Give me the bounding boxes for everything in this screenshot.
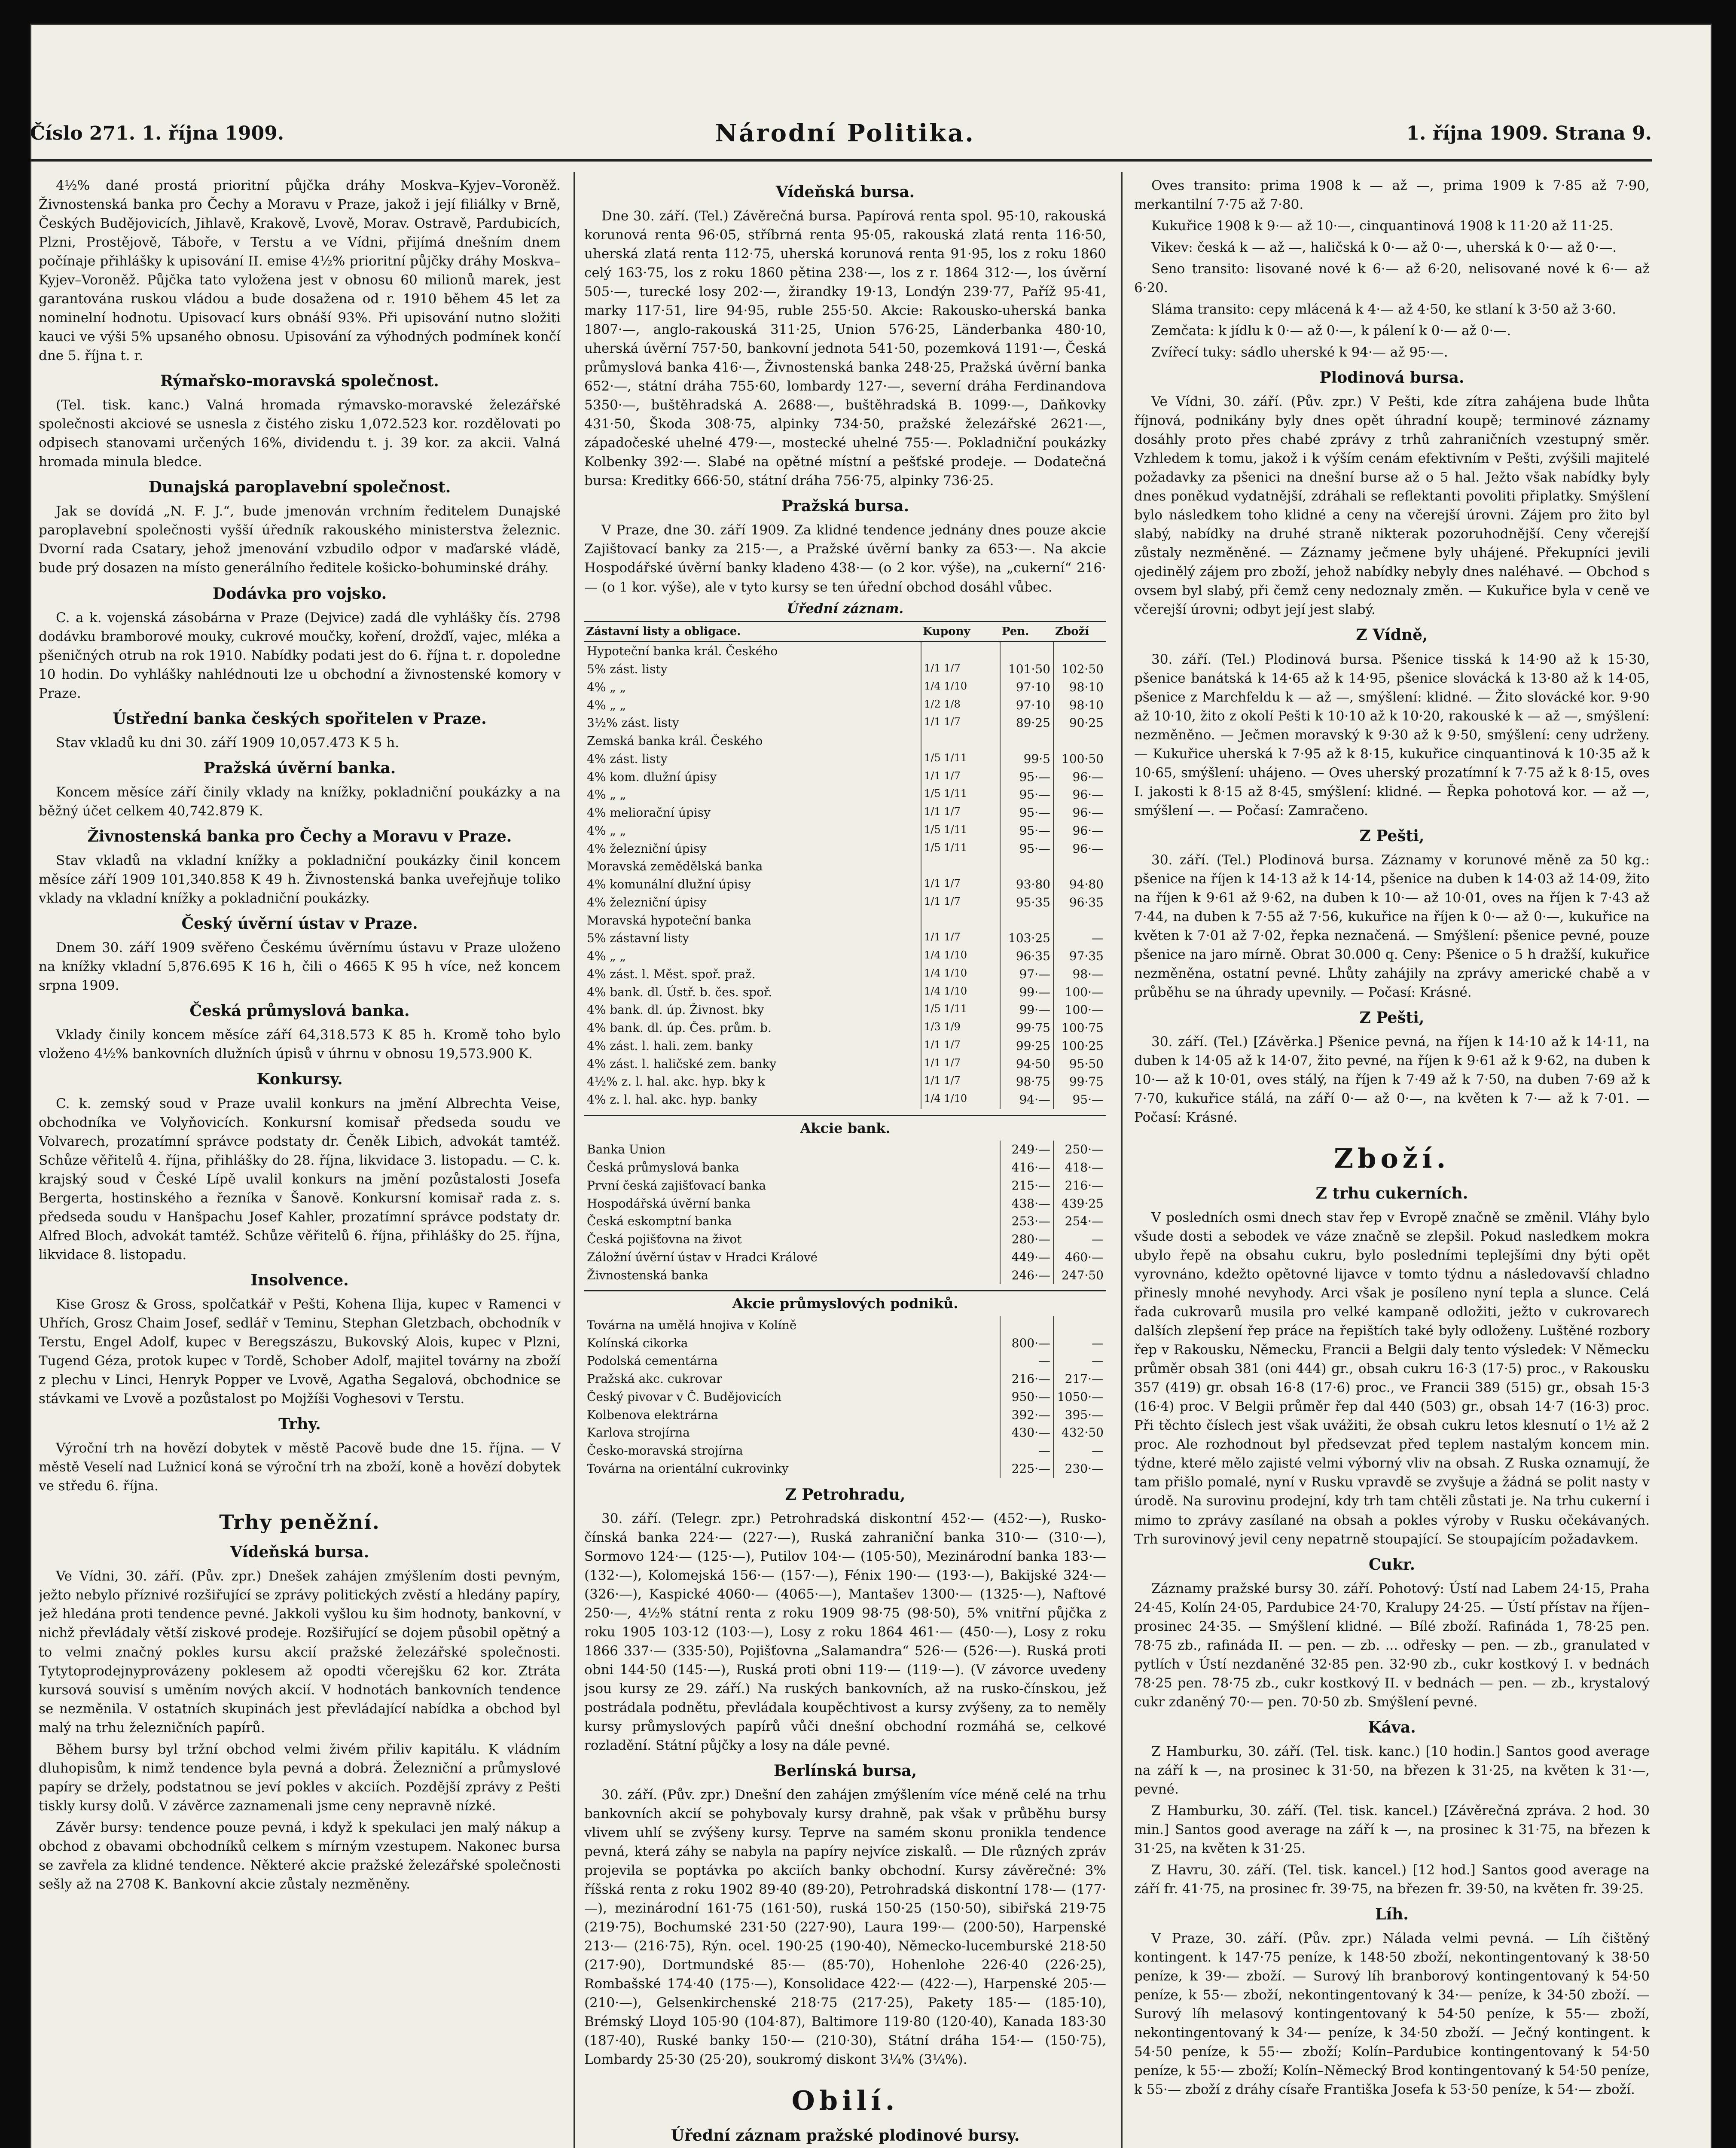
article-text: 30. září. (Tel.) [Závěrka.] Pšenice pevná, na říjen k 14·10 až k 14·11, na duben k 14·05 až k 14·07, žito pevné, na říjen k 9·61 až k 9·62, na duben k 10·— až k 10·01, oves stálý, na říjen k 7·49 až k 7·50, na duben 7·69 až k 7·70, kukuřice stálá, na září 0·— až 0·—, na květen k 7·— až k 7·01. — Počasí: Krásné. xyxy=(1134,1034,1650,1126)
table-cell: 96·35 xyxy=(1000,947,1053,965)
table-cell: Česká pojišťovna na život xyxy=(587,1232,742,1247)
table-cell: 102·50 xyxy=(1053,660,1106,678)
table-cell: Hypoteční banka král. Českého xyxy=(587,644,778,659)
article-heading: Vídeňská bursa. xyxy=(230,1543,369,1562)
table-row xyxy=(584,678,1106,696)
table-header: Zboží xyxy=(1053,621,1106,642)
article-heading: Z Pešti, xyxy=(1359,1008,1425,1027)
table-cell: 95·50 xyxy=(1053,1055,1106,1073)
table-cell: 800·— xyxy=(1000,1334,1053,1352)
article-text: (Tel. tisk. kanc.) Valná hromada rýmavsko-moravské železářské společnosti akciové se usnesla z čistého zisku 1,072.523 kor. rozdělovati po odpisech stanovami určených 16%, dividendu t. j. 39 kor. za akcii. Valná hromada minula bledce. xyxy=(39,397,561,470)
table-cell xyxy=(921,912,1000,930)
table-cell: — xyxy=(1053,1230,1106,1248)
table-cell: 101·50 xyxy=(1000,660,1053,678)
table-cell: 4% železniční úpisy xyxy=(587,895,707,909)
table-row xyxy=(584,1037,1106,1055)
table-cell: Továrna na orientální cukrovinky xyxy=(587,1461,789,1476)
table-cell: 98·10 xyxy=(1053,678,1106,696)
table-row xyxy=(584,1159,1106,1177)
table-cell: 1/4 1/10 xyxy=(921,678,1000,696)
table-header: Zástavní listy a obligace. xyxy=(584,621,921,642)
table-cell: 1/5 1/11 xyxy=(921,1001,1000,1019)
article-text: Závěr bursy: tendence pouze pevná, i když k spekulaci jen malý nákup a obchod z obavami obchodníků celkem s mírným vzestupem. Nakonec bursa se zavřela za klidné tendence. Některé akcie pražské železářské společnosti sešly až na 2708 K. Bankovní akcie zůstaly nezměněny. xyxy=(39,1819,561,1892)
table-cell: 98·— xyxy=(1053,965,1106,983)
table-cell: 418·— xyxy=(1053,1159,1106,1177)
page-header xyxy=(30,107,1652,162)
table-cell: 1/2 1/8 xyxy=(921,696,1000,714)
table-row xyxy=(584,929,1106,947)
table-cell: 95·— xyxy=(1000,840,1053,858)
article-heading: Dunajská paroplavební společnost. xyxy=(148,478,451,497)
table-cell: 100·50 xyxy=(1053,750,1106,768)
table-cell: 103·25 xyxy=(1000,929,1053,947)
table-cell: 4% bank. dl. Ústř. b. čes. spoř. xyxy=(587,985,772,999)
table-cell: Živnostenská banka xyxy=(587,1268,708,1282)
column-3 xyxy=(1134,176,1650,2148)
table-cell: Záložní úvěrní ústav v Hradci Králové xyxy=(587,1250,818,1264)
table-cell: 416·— xyxy=(1000,1159,1053,1177)
article-text: Výroční trh na hovězí dobytek v městě Pacově bude dne 15. října. — V městě Veselí nad Lužnicí koná se výroční trh na zboží, koně a hovězí dobytek ve středu 6. října. xyxy=(39,1440,561,1494)
table-row xyxy=(584,1091,1106,1109)
article-heading: Insolvence. xyxy=(250,1271,349,1289)
table-row xyxy=(584,1406,1106,1424)
article-heading: Cukr. xyxy=(1369,1555,1415,1574)
table-row xyxy=(584,1073,1106,1091)
table-cell: 215·— xyxy=(1000,1177,1053,1195)
table-row xyxy=(584,1177,1106,1195)
article-text: V Praze, dne 30. září 1909. Za klidné tendence jednány dnes pouze akcie Zajištovací banky za 215·—, a Pražské úvěrní banky za 653·—. Na akcie Hospodářské úvěrní banky kladeno 438·— (o 2 kor. výše), na „cukerní“ 216·— (o 1 kor. výše), ale v tyto kursy se ten úřední obchod dosáhl vůbec. xyxy=(584,522,1106,595)
table-cell: 99·75 xyxy=(1053,1073,1106,1091)
table-cell: 95·— xyxy=(1000,768,1053,786)
bank-shares-table xyxy=(584,1141,1106,1284)
table-cell: 1/1 1/7 xyxy=(921,876,1000,894)
table-cell: 230·— xyxy=(1053,1460,1106,1478)
table-cell: 100·75 xyxy=(1053,1019,1106,1037)
article-text: Z Hamburku, 30. září. (Tel. tisk. kanc.) [10 hodin.] Santos good average na září k —, na prosinec k 31·50, na březen k 31·25, na květen k 31·—, pevné. xyxy=(1134,1743,1650,1797)
table-cell xyxy=(1053,857,1106,876)
table-cell: 4% železniční úpisy xyxy=(587,841,707,856)
article-text: Z Hamburku, 30. září. (Tel. tisk. kancel.) [Závěrečná zpráva. 2 hod. 30 min.] Santos good average na září k —, na prosinec k 31·75, na březen k 31·25, na květen k 31·25. xyxy=(1134,1803,1650,1856)
table-cell: — xyxy=(1000,1352,1053,1370)
table-cell: — xyxy=(1053,1334,1106,1352)
table-cell: 97·— xyxy=(1000,965,1053,983)
article-text: Vklady činily koncem měsíce září 64,318.573 K 85 h. Kromě toho bylo vloženo 4½% bankovních dlužních úpisů v úhrnu v obnosu 19,573.900 K. xyxy=(39,1027,561,1062)
table-cell: 5% zástavní listy xyxy=(587,931,690,946)
table-cell: 95·— xyxy=(1000,786,1053,804)
article-heading: Berlínská bursa, xyxy=(773,1761,917,1780)
table-cell: 4% „ „ xyxy=(587,680,626,694)
table-row xyxy=(584,1442,1106,1460)
table-header: Kupony xyxy=(921,621,1000,642)
table-cell: 1/4 1/10 xyxy=(921,965,1000,983)
section-heading: Trhy peněžní. xyxy=(219,1510,380,1534)
table-cell: Pražská akc. cukrovar xyxy=(587,1372,722,1386)
table-cell: 950·— xyxy=(1000,1388,1053,1406)
table-cell: 432·50 xyxy=(1053,1424,1106,1442)
table-row xyxy=(584,1460,1106,1478)
table-cell xyxy=(1000,1316,1053,1334)
article-text: Stav vkladů ku dni 30. září 1909 10,057.473 K 5 h. xyxy=(56,735,400,751)
table-row xyxy=(584,894,1106,912)
article-heading: Živnostenská banka pro Čechy a Moravu v Praze. xyxy=(87,827,512,845)
table-row xyxy=(584,1195,1106,1213)
table-cell: 1/4 1/10 xyxy=(921,983,1000,1001)
table-cell: 1/5 1/11 xyxy=(921,786,1000,804)
table-cell: 246·— xyxy=(1000,1266,1053,1285)
table-cell: 1/5 1/11 xyxy=(921,750,1000,768)
table-row xyxy=(584,786,1106,804)
article-text: Během bursy byl tržní obchod velmi živém přiliv kapitálu. K vládním dluhopisům, k nimž tendence byla pevná a dobrá. Železniční a průmyslové papíry se držely, podstatnou se jeví pokles v akciích. Pozdější zprávy z Pešti tiskly kursy dolů. V závěrce zaznamenali jsme ceny nepravně nízké. xyxy=(39,1741,561,1814)
table-cell: 99·— xyxy=(1000,1001,1053,1019)
table-cell: První česká zajišťovací banka xyxy=(587,1178,766,1193)
article-text: Jak se dovídá „N. F. J.“, bude jmenován vrchním ředitelem Dunajské paroplavební společnosti vyšší úředník rakouského ministerstva železnic. Dvorní rada Csatary, jehož jmenování vzbudilo odpor v maďarské vládě, bude prý dosazen na místo generálního ředitele košicko-bohuminské dráhy. xyxy=(39,503,561,576)
table-row xyxy=(584,804,1106,822)
table-cell xyxy=(1053,732,1106,750)
table-cell: Banka Union xyxy=(587,1142,666,1157)
table-row xyxy=(584,768,1106,786)
table-row xyxy=(584,1266,1106,1285)
table-cell: 1/1 1/7 xyxy=(921,894,1000,912)
table-cell: 4% komunální dlužní úpisy xyxy=(587,877,751,892)
table-cell: 1/1 1/7 xyxy=(921,660,1000,678)
table-cell: Továrna na umělá hnojiva v Kolíně xyxy=(587,1318,797,1332)
table-header: Pen. xyxy=(1000,621,1053,642)
article-text: 30. září. (Tel.) Plodinová bursa. Pšenice tisská k 14·90 až k 15·30, pšenice banátská k 14·65 až k 14·95, pšenice slovácká k 13·80 až k 14·05, pšenice z Marchfeldu k — až —, smýšlení: klidné. — Žito slovácké kor. 9·90 až 10·10, žito z okolí Pešti k 10·10 až k 10·20, rakouské k — až —, smýšlení: nezměněno. — Ječmen moravský k 9·30 až k 9·50, smýšlení: ceny udrženy. — Kukuřice uherská k 7·95 až k 8·15, kukuřice cinquantinová k 10·35 až k 10·65, smýšlení: uhájeno. — Oves uherský prozatímní k 7·75 až k 8·15, oves I. jakosti k 8·15 až 8·45, smýšlení: klidné. — Řepka pohotová kor. — až —, smýšlení —. — Počasí: Zamračeno. xyxy=(1134,651,1650,818)
page-number-right: 1. října 1909. Strana 9. xyxy=(1406,122,1652,144)
table-cell xyxy=(1053,1316,1106,1334)
article-text: Ve Vídni, 30. září. (Pův. zpr.) Dnešek zahájen zmýšlením dosti pevným, ježto nebylo příznivé rozšiřující se zprávy politických zvěstí a hledány papíry, jež hledána proti tendence pevné. Jakkoli vyšlou ku šim hodnoty, bankovní, v nichž převládaly větší ziskové prodeje. Rozšiřující se dojem působil opětný a to velmi značný pokles kursu akcií pražské železářské společnosti. Tytytoprodejnyprovázeny poklesem až opodti včerejšku 62 kor. Ztráta kursová souvisí s uměním nových akcií. V hodnotách bankovních tendence se nezměnila. V ostatních skupinách jest převládající nabídka a obchod byl malý na trhu železničních papírů. xyxy=(39,1568,561,1736)
table-row xyxy=(584,983,1106,1001)
table-cell: Česká eskomptní banka xyxy=(587,1214,732,1229)
table-cell: 97·10 xyxy=(1000,696,1053,714)
article-text: Z Havru, 30. září. (Tel. tisk. kancel.) [12 hod.] Santos good average na září fr. 41·75, na prosinec fr. 39·75, na březen fr. 39·50, na květen fr. 39·25. xyxy=(1134,1862,1650,1897)
table-cell: 98·10 xyxy=(1053,696,1106,714)
table-cell: 4% zást. l. haličské zem. banky xyxy=(587,1056,777,1071)
article-text: Záznamy pražské bursy 30. září. Pohotový: Ústí nad Labem 24·15, Praha 24·45, Kolín 24·05, Pardubice 24·70, Kralupy 24·25. — Ústí přístav na říjen–prosinec 24·35. — Smýšlení klidné. — Bílé zboží. Rafináda 1, 78·25 pen. 78·75 zb., rafináda II. — pen. — zb. ... odřesky — pen. — zb., granulated v pytlích v Ústí nezdaněné 32·85 pen. 32·90 zb., cukr kostkový I. v bednách 78·25 pen. 78·75 zb., cukr kostkový II. v bednách — pen. — zb., krystalový cukr zdaněný 70·— pen. 70·50 zb. Smýšlení pevné. xyxy=(1134,1580,1650,1710)
table-row xyxy=(584,965,1106,983)
article-heading: Ústřední banka českých spořitelen v Praze. xyxy=(113,709,487,728)
table-cell: 99·5 xyxy=(1000,750,1053,768)
article-heading: Konkursy. xyxy=(256,1070,343,1089)
table-cell: Hospodářská úvěrní banka xyxy=(587,1196,751,1211)
table-cell: Česká průmyslová banka xyxy=(587,1160,739,1175)
table-cell: Moravská zemědělská banka xyxy=(587,859,763,874)
table-row xyxy=(584,1316,1106,1334)
table-cell: — xyxy=(1053,929,1106,947)
table-row xyxy=(584,947,1106,965)
table-cell: 1/1 1/7 xyxy=(921,929,1000,947)
table-cell: 97·35 xyxy=(1053,947,1106,965)
table-cell: 100·— xyxy=(1053,983,1106,1001)
article-text: Vikev: česká k — až —, haličská k 0·— až 0·—, uherská k 0·— až 0·—. xyxy=(1151,240,1617,256)
table-cell: 99·— xyxy=(1000,983,1053,1001)
article-text: Zvířecí tuky: sádlo uherské k 94·— až 95·—. xyxy=(1151,345,1448,360)
table-row xyxy=(584,840,1106,858)
masthead-title: Národní Politika. xyxy=(715,119,975,147)
table-cell: Zemská banka král. Českého xyxy=(587,734,763,748)
article-heading: Z trhu cukerních. xyxy=(1315,1184,1468,1203)
table-cell: 3½% zást. listy xyxy=(587,716,679,730)
table-cell: 1/4 1/10 xyxy=(921,947,1000,965)
article-text: Kise Grosz & Gross, spolčatkář v Pešti, Kohena Ilija, kupec v Ramenci v Uhřích, Grosz Chaim Josef, sedlář v Teminu, Stephan Gletzbach, obchodník v Terstu, Engel Adolf, kupec v Beregszászu, Bukovský Alois, kupec v Plzni, Tugend Géza, protok kupec v Tordě, Schober Adolf, majitel továrny na zboží z plechu v Linci, Henryk Popper ve Lvově, Agatha Segalová, obchodnice se stávkami ve Lvově a pozůstalost po Mojžíši Voghesovi v Terstu. xyxy=(39,1296,561,1407)
table-cell: 98·75 xyxy=(1000,1073,1053,1091)
table-cell: 5% zást. listy xyxy=(587,662,668,677)
table-row xyxy=(584,1141,1106,1159)
table-cell: Karlova strojírna xyxy=(587,1425,690,1440)
article-text: 30. září. (Telegr. zpr.) Petrohradská diskontní 452·— (452·—), Rusko-čínská banka 224·— (227·—), Ruská zahraniční banka 310·— (310·—), Sormovo 124·— (125·—), Putilov 104·— (105·50), Mezinárodní banka 183·— (132·—), Kolomejská 156·— (157·—), Fénix 190·— (193·—), Bakijské 324·— (326·—), Kaspické 4060·— (4065·—), Mantašev 1300·— (1325·—), Naftové 250·—, 4½% státní renta z roku 1909 98·75 (98·50), 5% vnitřní půjčka z roku 1905 103·12 (103·—), Losy z roku 1864 461·— (450·—), Losy z roku 1866 337·— (335·50), Pojišťovna „Salamandra“ 526·— (526·—). Ruská proti obni 144·50 (145·—), Ruská proti obni 119·— (119·—). (V závorce uvedeny jsou kursy ze 29. září.) Na ruských bankovních, až na rusko-čínskou, jež postrádala podnětu, převládala koupěchtivost a kursy zvýšeny, za to neměly kursy průmyslových papírů vůči dnešní obchodní rozmáhá se, celkové rozladění. Státní půjčky a losy na dále pevné. xyxy=(584,1510,1106,1753)
table-cell: Moravská hypoteční banka xyxy=(587,913,751,928)
table-row xyxy=(584,696,1106,714)
article-text: 30. září. (Pův. zpr.) Dnešní den zahájen zmýšlením více méně celé na trhu bankovních akcií se pohybovaly kursy drahně, pak však v průběhu bursy vlivem uhlí se zvýšeny kursy. Teprve na samém skonu pronikla tendence pevná, která záhy se nabyla na papíry nejvíce ziskalů. — Dle různých zpráv projevila se poptávka po akciích banky obchodní. Kursy závěrečné: 3% říšská renta z roku 1902 89·40 (89·20), Petrohradská diskontní 178·— (177·—), mezinárodní 161·75 (161·50), ruská 150·25 (150·50), sibiřská 219·75 (219·75), Bochumské 231·50 (227·90), Laura 199·— (200·50), Harpenské 213·— (216·75), Rýn. ocel. 190·25 (190·40), Německo-lucemburské 218·50 (217·90), Dortmundské 85·— (85·70), Hohenlohe 226·40 (226·25), Rombašské 174·40 (175·—), Konsolidace 422·— (422·—), Harpenské 205·— (210·—), Gelsenkirchenské 218·75 (217·25), Pakety 185·— (185·10), Brémský Lloyd 105·90 (104·87), Baltimore 119·80 (120·40), Kanada 183·30 (187·40), Ruské banky 150·— (210·30), Státní dráha 154·— (150·75), Lombardy 25·30 (25·20), soukromý diskont 3¼% (3¼%). xyxy=(584,1787,1106,2068)
article-heading: Pražská bursa. xyxy=(781,497,909,516)
table-row xyxy=(584,1230,1106,1248)
table-row xyxy=(584,1370,1106,1388)
article-heading: Vídeňská bursa. xyxy=(775,183,915,201)
table-cell: 1/1 1/7 xyxy=(921,768,1000,786)
table-cell: 4% „ „ xyxy=(587,787,626,802)
table-row xyxy=(584,750,1106,768)
table-cell: 1/1 1/7 xyxy=(921,1073,1000,1091)
table-cell: 438·— xyxy=(1000,1195,1053,1213)
article-heading: Rýmařsko-moravská společnost. xyxy=(160,372,439,391)
section-heading: Zboží. xyxy=(1333,1143,1450,1175)
article-text: 4½% dané prostá prioritní půjčka dráhy Moskva–Kyjev–Voroněž. Živnostenská banka pro Čechy a Moravu v Praze, jakož i její filiálky v Brně, Českých Budějovicích, Jihlavě, Krakově, Lvově, Morav. Ostravě, Pardubicích, Plzni, Prostějově, Táboře, v Terstu a ve Vídni, přijímá dnešním dnem počínaje přihlášky k upisování II. emise 4½% prioritní půjčky dráhy Moskva–Kyjev–Voroněž. Půjčka tato vyložena jest v obnosu 60 milionů marek, jest garantována ruskou vládou a bude dosažena od r. 1910 během 45 let za nominelní hodnotu. Upisovací kurs obnáší 93%. Při upisování nutno složiti kauci ve výši 5% upsaného obnosu. Upisování za výhodných podmínek končí dne 5. října t. r. xyxy=(39,178,561,364)
article-heading: Líh. xyxy=(1375,1905,1409,1923)
article-text: 30. září. (Tel.) Plodinová bursa. Záznamy v korunové měně za 50 kg.: pšenice na říjen k 14·13 až k 14·14, pšenice na duben k 14·03 až 14·09, žito na říjen k 9·61 až 9·62, na duben k 10·— až 10·01, oves na říjen k 7·43 až 7·44, na duben k 7·55 až 7·56, kukuřice na říjen k 0·— až 0·—, kukuřice na květen k 7·01 až 7·02, řepka neznačená. — Smýšlení: pšenice pevné, pouze pšenice na jaro mírně. Obrat 30.000 q. Ceny: Pšenice o 5 h dražší, kukuřice nezměněna, ostatní pevné. Lhůty zahájily na zprávy americké chabě a v průběhu se na úhrady upevnily. — Počasí: Krásné. xyxy=(1134,852,1650,1000)
table-cell: 1/3 1/9 xyxy=(921,1019,1000,1037)
table-cell: 1/1 1/7 xyxy=(921,804,1000,822)
table-cell: 1/1 1/7 xyxy=(921,714,1000,732)
table-cell: 1/5 1/11 xyxy=(921,822,1000,840)
table-cell: 4% kom. dlužní úpisy xyxy=(587,769,717,784)
table-cell: 90·25 xyxy=(1053,714,1106,732)
table-cell: 94·50 xyxy=(1000,1055,1053,1073)
table-cell xyxy=(1053,642,1106,660)
article-heading: Z Pešti, xyxy=(1359,827,1425,845)
table-cell: 95·35 xyxy=(1000,894,1053,912)
table-cell: 249·— xyxy=(1000,1141,1053,1159)
article-heading: Z Petrohradu, xyxy=(785,1485,906,1504)
table-cell: 460·— xyxy=(1053,1248,1106,1266)
article-text: Seno transito: lisované nové k 6·— až 6·20, nelisované nové k 6·— až 6·20. xyxy=(1134,261,1650,296)
table-cell: 4% zást. l. Měst. spoř. praž. xyxy=(587,967,756,981)
table-row xyxy=(584,714,1106,732)
bond-table xyxy=(584,621,1106,1109)
article-heading: Dodávka pro vojsko. xyxy=(212,584,387,603)
table-cell: 439·25 xyxy=(1053,1195,1106,1213)
table-cell: Kolínská cikorka xyxy=(587,1336,688,1350)
issue-date-left: Číslo 271. 1. října 1909. xyxy=(30,122,284,144)
article-text: Ve Vídni, 30. září. (Pův. zpr.) V Pešti, kde zítra zahájena bude lhůta říjnová, podnikány byly dnes opět úhradní koupě; terminové záznamy dosáhly proto přes chabé zprávy z trhů zahraničních vzestupný směr. Vzhledem k tomu, jakož i k výším cenám efektivním v Pešti, zvýšili majitelé požadavky za pšenici na dnešní burse až o 5 hal. Ježto však nabídky byly dnes poněkud vydatnější, zdráhali se reflektanti povoliti připlatky. Smýšlení bylo následkem toho klidné a ceny na včerejší úrovni. Zájem pro žito byl slabý, nabídky na druhé straně nikterak pozoruhodnější. Ceny včerejší zůstaly nezměněné. — Záznamy ječmene byly uhájené. Překupníci jevili ojedinělý zájem pro zboží, jehož nabídky nebyly dnes naléhavé. — Obchod s ovsem byl slabý, při čemž ceny nedoznaly změn. — Kukuřice byla v ceně ve včerejší úrovni; odbyt její jest slabý. xyxy=(1134,394,1650,618)
article-heading: Úřední záznam pražské plodinové bursy. xyxy=(671,2127,1020,2145)
table-cell: 4% bank. dl. úp. Živnost. bky xyxy=(587,1003,764,1017)
table-cell: 93·80 xyxy=(1000,876,1053,894)
table-cell: 4% bank. dl. úp. Čes. prům. b. xyxy=(587,1021,772,1035)
table-cell: 250·— xyxy=(1053,1141,1106,1159)
table-row xyxy=(584,1248,1106,1266)
article-text: V posledních osmi dnech stav řep v Evropě značně se změnil. Vláhy bylo všude dosti a sebodek ve váze značně se zlepšil. Pokud nasledkem mokra ubylo řepě na obsahu cukru, bylo posledními teplejšími dny býti opět vyrovnáno, kdežto opětovné lijavce v tomto týdnu a následovavší chladno přinesly mnohé nevyhody. Arci však je posíleno nyní tepla a slunce. Celá řada cukrovarů musila pro velké kampaně odložiti, ježto v cukrovarech dalších zlepšení řep práce na řepištích také byly odloženy. Luštěné rozbory řep v Rakousku, Německu, Francii a Belgii daly tento výsledek: V Německu průměr obsah 381 (oni 444) gr., obsah cukru 16·3 (17·5) proc., v Rakousku 357 (419) gr. obsah 16·8 (17·6) proc., ve Francii 389 (515) gr., obsah 15·3 (16·4) proc. V Belgii průměr řep dal 440 (503) gr., obsah 14·7 (16·3) proc. Při těchto číslech jest však uvážiti, že obsah cukru letos klesnutí o 1½ až 2 proc. Ale rozhodnout byl předsevzat před teplem nastalým koncem min. týdne, které mělo zajisté velmi výborný vliv na obsah. Z Ruska oznamují, že tam přišlo pomalé, nyní v Rusku vpravdě se zvyšuje a žádná se polit nasty v úrodě. Na surovinu prodejní, kdy trh tam chtěli zůstati je. Na trhu cukerní i mimo to zprávy zasílané na obsah a pokles výroby v Rusku očekávaných. Trh surovinový jevil ceny nepatrně stoupající. Se stoupajícím požadavkem. xyxy=(1134,1210,1650,1547)
table-cell: 225·— xyxy=(1000,1460,1053,1478)
table-section-title: Akcie průmyslových podniků. xyxy=(584,1290,1106,1313)
table-row xyxy=(584,912,1106,930)
table-cell: 100·25 xyxy=(1053,1037,1106,1055)
article-text: Dnem 30. září 1909 svěřeno Českému úvěrnímu ústavu v Praze uloženo na knížky vkladní 5,876.695 K 16 h, čili o 4665 K 95 h více, než koncem srpna 1909. xyxy=(39,940,561,994)
table-row xyxy=(584,857,1106,876)
table-row xyxy=(584,732,1106,750)
article-heading: Česká průmyslová banka. xyxy=(189,1002,410,1020)
table-cell: 96·— xyxy=(1053,786,1106,804)
column-2 xyxy=(584,176,1106,2148)
table-cell: 449·— xyxy=(1000,1248,1053,1266)
table-cell: 99·25 xyxy=(1000,1037,1053,1055)
industrial-shares-table xyxy=(584,1316,1106,1478)
table-cell: 1/4 1/10 xyxy=(921,1091,1000,1109)
table-row xyxy=(584,642,1106,660)
article-subheading: Úřední záznam. xyxy=(787,601,904,616)
article-text: Kukuřice 1908 k 9·— až 10·—, cinquantinová 1908 k 11·20 až 11·25. xyxy=(1151,218,1614,234)
table-row xyxy=(584,1388,1106,1406)
article-text: Sláma transito: cepy mlácená k 4·— až 4·50, ke stlaní k 3·50 až 3·60. xyxy=(1151,302,1617,317)
article-heading: Z Vídně, xyxy=(1356,626,1428,644)
table-cell: 89·25 xyxy=(1000,714,1053,732)
table-cell: 430·— xyxy=(1000,1424,1053,1442)
table-cell: 4% „ „ xyxy=(587,823,626,838)
article-heading: Trhy. xyxy=(278,1415,321,1433)
table-cell: 99·75 xyxy=(1000,1019,1053,1037)
table-cell: Česko-moravská strojírna xyxy=(587,1443,743,1458)
table-cell: 4% meliorační úpisy xyxy=(587,806,711,820)
table-cell xyxy=(1000,912,1053,930)
table-cell: 95·— xyxy=(1000,804,1053,822)
table-cell: 4% zást. listy xyxy=(587,751,668,766)
table-cell: 4% z. l. hal. akc. hyp. banky xyxy=(587,1092,757,1107)
article-text: Stav vkladů na vkladní knížky a pokladniční poukázky činil koncem měsíce září 1909 101,340.858 K 49 h. Živnostenská banka uveřejňuje toliko vklady na vkladní knížky a pokladniční poukázky. xyxy=(39,853,561,906)
table-cell: 1050·— xyxy=(1053,1388,1106,1406)
table-row xyxy=(584,876,1106,894)
table-cell: 395·— xyxy=(1053,1406,1106,1424)
article-heading: Pražská úvěrní banka. xyxy=(203,759,396,777)
table-cell: 95·— xyxy=(1000,822,1053,840)
table-cell: 280·— xyxy=(1000,1230,1053,1248)
table-cell xyxy=(1053,912,1106,930)
article-text: C. a k. vojenská zásobárna v Praze (Dejvice) zadá dle vyhlášky čís. 2798 dodávku bramborové mouky, cukrové moučky, koření, drožďí, vajec, mléka a pšeničných otrub na rok 1910. Nabídky podati jest do 6. října t. r. dopoledne 10 hodin. Do vyhlášky nahlédnouti lze u obchodní a živnostenské komory v Praze. xyxy=(39,610,561,701)
column-divider xyxy=(574,172,575,2148)
article-heading: Káva. xyxy=(1368,1718,1416,1736)
article-text: Koncem měsíce září činily vklady na knížky, pokladniční poukázky a na běžný účet celkem 40,742.879 K. xyxy=(39,784,561,819)
table-row xyxy=(584,1212,1106,1230)
table-cell: 97·10 xyxy=(1000,678,1053,696)
table-cell: — xyxy=(1000,1442,1053,1460)
table-cell: 392·— xyxy=(1000,1406,1053,1424)
table-cell xyxy=(1000,857,1053,876)
table-cell: 4% „ „ xyxy=(587,949,626,964)
table-cell: Kolbenova elektrárna xyxy=(587,1407,718,1422)
table-cell: — xyxy=(1053,1442,1106,1460)
table-cell: 217·— xyxy=(1053,1370,1106,1388)
table-cell: Podolská cementárna xyxy=(587,1354,718,1368)
table-cell: 254·— xyxy=(1053,1212,1106,1230)
table-cell: 216·— xyxy=(1000,1370,1053,1388)
table-row xyxy=(584,1001,1106,1019)
article-text: Zemčata: k jídlu k 0·— až 0·—, k pálení k 0·— až 0·—. xyxy=(1151,323,1511,339)
article-text: C. k. zemský soud v Praze uvalil konkurs na jmění Albrechta Veise, obchodníka ve Volyňovicích. Konkursní komisař předseda soudu ve Volvarech, prozatímní správce podstaty dr. Čeněk Libich, advokát tamtéž. Schůze věřitelů 4. října, přihlášky do 28. října, likvidace 3. listopadu. — C. k. krajský soud v České Lípě uvalil konkurs na jmění pozůstalosti Josefa Bergerta, hostinského a řezníka v Šanově. Konkursní komisař rada z. s. předseda soudu v Hanšpachu Josef Kahler, prozatímní správce podstaty dr. Alfred Bloch, advokát tamtéž. Schůze věřitelů 6. října, přihlášky do 25. října, likvidace 8. listopadu. xyxy=(39,1095,561,1263)
article-text: V Praze, 30. září. (Pův. zpr.) Nálada velmi pevná. — Líh čištěný kontingent. k 147·75 peníze, k 148·50 zboží, nekontingentovaný k 38·50 peníze, k 39·— zboží. — Surový líh branborový kontingentovaný k 54·50 peníze, k 55·— zboží, nekontingentovaný k 34·— peníze, k 34·50 zboží. — Surový líh melasový kontingentovaný k 54·50 peníze, k 55·— zboží, nekontingentovaný k 34·— peníze, k 34·50 zboží. — Ječný kontingent. k 54·50 peníze, k 55·— zboží; Kolín–Pardubice kontingentovaný k 54·50 peníze, k 55·— zboží; Kolín–Německý Brod kontingentovaný k 54·50 peníze, k 55·— zboží z dráhy císaře Františka Josefa k 53·50 peníze, k 54·— zboží. xyxy=(1134,1931,1650,2098)
table-cell: 247·50 xyxy=(1053,1266,1106,1285)
table-cell: 1/5 1/11 xyxy=(921,840,1000,858)
table-cell: — xyxy=(1053,1352,1106,1370)
article-text: Dne 30. září. (Tel.) Závěrečná bursa. Papírová renta spol. 95·10, rakouská korunová renta 96·05, stříbrná renta 95·05, rakouská zlatá renta 116·50, uherská zlatá renta 112·75, uherská korunová renta 91·95, los z roku 1860 celý 163·75, los z roku 1860 pětina 238·—, los z r. 1864 312·—, los úvěrní 505·—, turecké losy 202·—, žirandky 19·13, Londýn 239·77, Paříž 95·41, marky 117·51, lire 94·95, ruble 255·50. Akcie: Rakousko-uherská banka 1807·—, anglo-rakouská 311·25, Union 576·25, Länderbanka 480·10, uherská úvěrní 757·50, bankovní jednota 541·50, pozemková 1191·—, Česká průmyslová banka 416·—, Živnostenská banka 248·25, Pražská úvěrní banka 652·—, státní dráha 755·60, lombardy 127·—, severní dráha Ferdinandova 5350·—, buštěhradská A. 2688·—, buštěhradská B. 1099·—, Daňkovky 431·50, Škoda 308·75, alpinky 734·50, pražské železářské 2621·—, západočeské uhelné 479·—, mostecké uhelné 755·—. Pokladniční poukázky Kolbenky 392·—. Slabé na opětné místní a pešťské prodeje. — Dodatečná bursa: Kreditky 666·50, státní dráha 756·75, alpinky 736·25. xyxy=(584,208,1106,489)
table-cell: 96·— xyxy=(1053,768,1106,786)
table-cell: 94·80 xyxy=(1053,876,1106,894)
table-cell: 96·— xyxy=(1053,804,1106,822)
table-cell: 95·— xyxy=(1053,1091,1106,1109)
section-heading: Obilí. xyxy=(791,2085,899,2117)
column-1 xyxy=(39,176,561,2148)
table-cell: 96·35 xyxy=(1053,894,1106,912)
table-cell xyxy=(1000,642,1053,660)
table-cell: 96·— xyxy=(1053,840,1106,858)
article-text: Oves transito: prima 1908 k — až —, prima 1909 k 7·85 až 7·90, merkantilní 7·75 až 7·80. xyxy=(1134,178,1650,213)
column-divider xyxy=(1121,172,1123,2148)
table-cell: 1/1 1/7 xyxy=(921,1037,1000,1055)
table-cell xyxy=(921,732,1000,750)
table-section-title: Akcie bank. xyxy=(584,1115,1106,1138)
table-cell: 4½% z. l. hal. akc. hyp. bky k xyxy=(587,1074,765,1089)
table-cell: 4% zást. l. hali. zem. banky xyxy=(587,1038,753,1053)
table-cell xyxy=(921,642,1000,660)
table-cell: 1/1 1/7 xyxy=(921,1055,1000,1073)
table-cell xyxy=(921,857,1000,876)
table-cell: 4% „ „ xyxy=(587,698,626,712)
table-cell: 94·— xyxy=(1000,1091,1053,1109)
article-heading: Český úvěrní ústav v Praze. xyxy=(181,915,418,933)
table-cell: 96·— xyxy=(1053,822,1106,840)
table-row xyxy=(584,660,1106,678)
table-row xyxy=(584,1019,1106,1037)
table-row xyxy=(584,1352,1106,1370)
table-row xyxy=(584,1334,1106,1352)
table-row xyxy=(584,1424,1106,1442)
table-row xyxy=(584,1055,1106,1073)
table-cell xyxy=(1000,732,1053,750)
table-cell: Český pivovar v Č. Budějovicích xyxy=(587,1389,782,1404)
table-cell: 100·— xyxy=(1053,1001,1106,1019)
article-heading: Plodinová bursa. xyxy=(1319,369,1464,387)
table-cell: 253·— xyxy=(1000,1212,1053,1230)
table-cell: 216·— xyxy=(1053,1177,1106,1195)
table-row xyxy=(584,822,1106,840)
